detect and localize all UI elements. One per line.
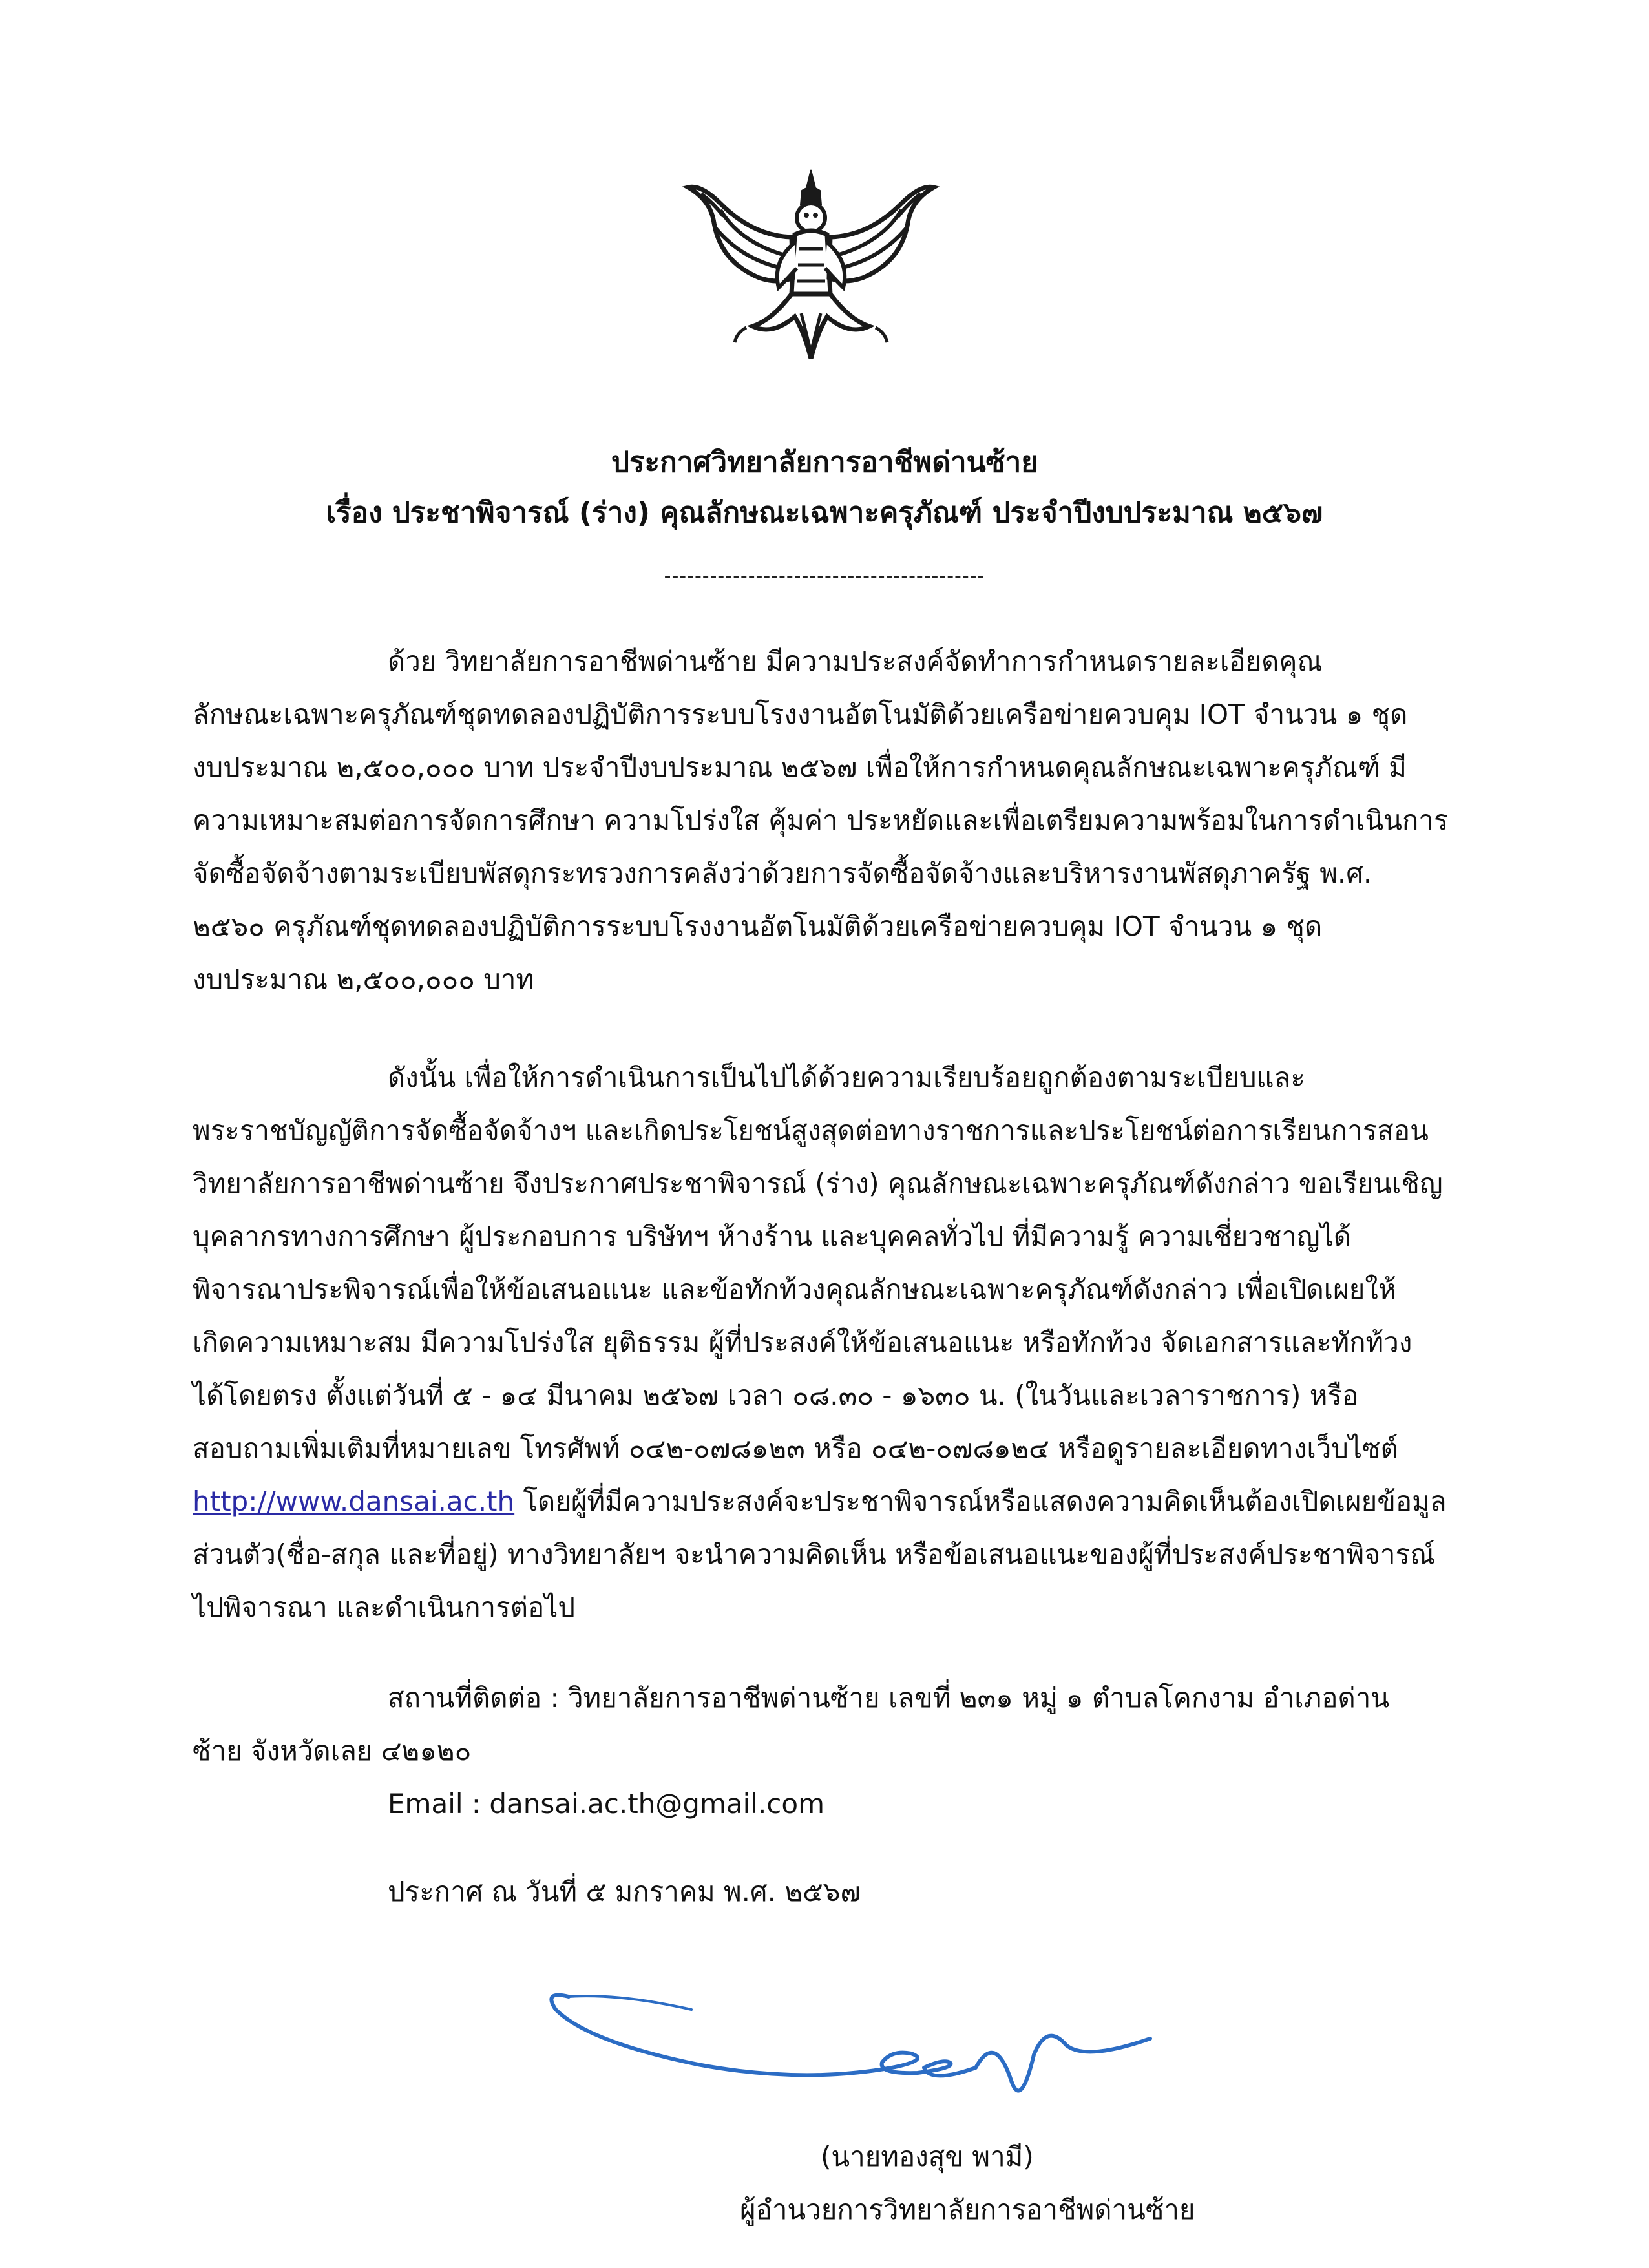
contact-line: สถานที่ติดต่อ : วิทยาลัยการอาชีพด่านซ้าย เลขที่ ๒๓๑ หมู่ ๑ ตำบลโคกงาม อำเภอด่าน [388,1682,1390,1714]
paragraph-1-line: งบประมาณ ๒,๕๐๐,๐๐๐ บาท ประจำปีงบประมาณ ๒๕๖๗ เพื่อให้การกำหนดคุณลักษณะเฉพาะครุภัณฑ์ มี [193,751,1407,783]
announcement-subject: เรื่อง ประชาพิจารณ์ (ร่าง) คุณลักษณะเฉพาะครุภัณฑ์ ประจำปีงบประมาณ ๒๕๖๗ [326,496,1323,529]
paragraph-2-line: เกิดความเหมาะสม มีความโปร่งใส ยุติธรรม ผู้ที่ประสงค์ให้ข้อเสนอแนะ หรือทักท้วง จัดเอกสารและทักท้วง [193,1327,1413,1358]
signatory-position: ผู้อำนวยการวิทยาลัยการอาชีพด่านซ้าย [740,2194,1195,2225]
paragraph-2-link-line [193,1484,1447,1520]
paragraph-2-line: ส่วนตัว(ชื่อ-สกุล และที่อยู่) ทางวิทยาลัยฯ จะนำความคิดเห็น หรือข้อเสนอแนะของผู้ที่ประสงค์ประชาพิจารณ์ [193,1538,1435,1570]
paragraph-2-line: พิจารณาประพิจารณ์เพื่อให้ข้อเสนอแนะ และข้อทักท้วงคุณลักษณะเฉพาะครุภัณฑ์ดังกล่าว เพื่อเปิดเผยให้ [193,1274,1396,1305]
paragraph-1-line: จัดซื้อจัดจ้างตามระเบียบพัสดุกระทรวงการคลังว่าด้วยการจัดซื้อจัดจ้างและบริหารงานพัสดุภาครัฐ พ.ศ. [193,857,1372,889]
paragraph-2-line: ได้โดยตรง ตั้งแต่วันที่ ๕ - ๑๔ มีนาคม ๒๕๖๗ เวลา ๐๘.๓๐ - ๑๖๓๐ น. (ในวันและเวลาราชการ) หรือ [193,1380,1359,1411]
paragraph-2-line: สอบถามเพิ่มเติมที่หมายเลข โทรศัพท์ ๐๔๒-๐๗๘๑๒๓ หรือ ๐๔๒-๐๗๘๑๒๔ หรือดูรายละเอียดทางเว็บไซต์ [193,1433,1398,1464]
title-divider: ------------------------------------------ [664,565,985,587]
paragraph-1-line: ลักษณะเฉพาะครุภัณฑ์ชุดทดลองปฏิบัติการระบบโรงงานอัตโนมัติด้วยเครือข่ายควบคุม IOT จำนวน ๑ ชุด [193,698,1408,730]
paragraph-1-line: ความเหมาะสมต่อการจัดการศึกษา ความโปร่งใส คุ้มค่า ประหยัดและเพื่อเตรียมความพร้อมในการดำเนินการ [193,804,1449,836]
website-link[interactable]: http://www.dansai.ac.th [193,1486,515,1517]
paragraph-1-line: ๒๕๖๐ ครุภัณฑ์ชุดทดลองปฏิบัติการระบบโรงงานอัตโนมัติด้วยเครือข่ายควบคุม IOT จำนวน ๑ ชุด [193,910,1323,942]
paragraph-2-line: ไปพิจารณา และดำเนินการต่อไป [193,1591,575,1623]
paragraph-2-line: ดังนั้น เพื่อให้การดำเนินการเป็นไปได้ด้วยความเรียบร้อยถูกต้องตามระเบียบและ [388,1062,1305,1093]
signature-scrawl [530,1971,1163,2119]
paragraph-2-line: พระราชบัญญัติการจัดซื้อจัดจ้างฯ และเกิดประโยชน์สูงสุดต่อทางราชการและประโยชน์ต่อการเรียนการสอน [193,1115,1429,1146]
contact-line: ซ้าย จังหวัดเลย ๔๒๑๒๐ [193,1735,472,1767]
paragraph-1-line: ด้วย วิทยาลัยการอาชีพด่านซ้าย มีความประสงค์จัดทำการกำหนดรายละเอียดคุณ [388,646,1323,677]
announcement-title: ประกาศวิทยาลัยการอาชีพด่านซ้าย [611,446,1038,479]
announcement-date: ประกาศ ณ วันที่ ๕ มกราคม พ.ศ. ๒๕๖๗ [388,1876,861,1907]
signatory-name: (นายทองสุข พามี) [821,2141,1034,2172]
contact-email: Email : dansai.ac.th@gmail.com [388,1788,824,1820]
paragraph-1-line: งบประมาณ ๒,๕๐๐,๐๐๐ บาท [193,963,534,995]
paragraph-2-line: บุคลากรทางการศึกษา ผู้ประกอบการ บริษัทฯ ห้างร้าน และบุคคลทั่วไป ที่มีความรู้ ความเชี่ยวชาญได้ [193,1221,1352,1252]
garuda-emblem [675,165,947,378]
link-line-text: โดยผู้ที่มีความประสงค์จะประชาพิจารณ์หรือแสดงความคิดเห็นต้องเปิดเผยข้อมูล [514,1486,1447,1517]
paragraph-2-line: วิทยาลัยการอาชีพด่านซ้าย จึงประกาศประชาพิจารณ์ (ร่าง) คุณลักษณะเฉพาะครุภัณฑ์ดังกล่าว ขอเรียนเชิญ [193,1168,1443,1199]
